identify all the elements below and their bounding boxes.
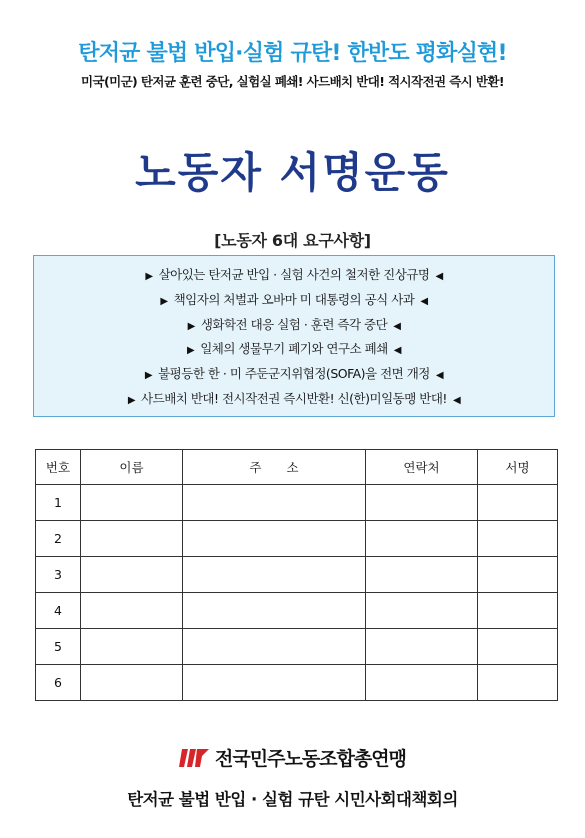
signature-table — [35, 449, 558, 701]
demand-item — [34, 313, 554, 338]
right-arrow-icon: ▶ — [187, 320, 195, 332]
row-number: 2 — [36, 521, 81, 557]
address-cell[interactable] — [183, 485, 366, 521]
demand-text: 생화학전 대응 실험 · 훈련 즉각 중단 — [200, 316, 388, 332]
left-arrow-icon: ◀ — [452, 394, 461, 406]
right-arrow-icon: ▶ — [187, 345, 195, 357]
table-row — [36, 557, 558, 593]
organization-name: 전국민주노동조합총연맹 — [215, 748, 406, 770]
organization-footer — [0, 744, 585, 771]
column-header-signature: 서명 — [478, 450, 558, 485]
left-arrow-icon: ◀ — [420, 295, 428, 307]
demand-text: 불평등한 한 · 미 주둔군지위협정(SOFA)을 전면 개정 — [158, 366, 430, 382]
contact-cell[interactable] — [366, 665, 478, 701]
kctu-logo-icon — [179, 747, 209, 769]
right-arrow-icon: ▶ — [144, 370, 153, 382]
headline: 탄저균 불법 반입·실험 규탄! 한반도 평화실현! — [78, 41, 507, 66]
left-arrow-icon: ◀ — [435, 370, 444, 382]
name-cell[interactable] — [81, 665, 183, 701]
demand-text: 책임자의 처벌과 오바마 미 대통령의 공식 사과 — [173, 291, 415, 307]
demand-item — [34, 387, 554, 412]
left-arrow-icon: ◀ — [393, 345, 401, 357]
signature-cell[interactable] — [478, 629, 558, 665]
name-cell[interactable] — [81, 485, 183, 521]
demand-item — [34, 263, 554, 288]
demand-text: 일체의 생물무기 폐기와 연구소 폐쇄 — [200, 341, 388, 357]
contact-cell[interactable] — [366, 521, 478, 557]
table-row — [36, 485, 558, 521]
contact-cell[interactable] — [366, 485, 478, 521]
signature-cell[interactable] — [478, 557, 558, 593]
contact-cell[interactable] — [366, 593, 478, 629]
column-header-contact: 연락처 — [366, 450, 478, 485]
demands-heading: [노동자 6대 요구사항] — [214, 231, 371, 250]
left-arrow-icon: ◀ — [435, 271, 443, 282]
subline: 미국(미군) 탄저균 훈련 중단, 실험실 폐쇄! 사드배치 반대! 적시작전권 즉시 반환! — [81, 74, 504, 89]
signature-cell[interactable] — [478, 593, 558, 629]
contact-cell[interactable] — [366, 629, 478, 665]
address-cell[interactable] — [183, 557, 366, 593]
contact-cell[interactable] — [366, 557, 478, 593]
demands-box — [33, 255, 555, 417]
demand-item — [34, 362, 554, 387]
demand-text: 살아있는 탄저균 반입 · 실험 사건의 철저한 진상규명 — [158, 267, 430, 282]
signature-cell[interactable] — [478, 665, 558, 701]
address-cell[interactable] — [183, 665, 366, 701]
column-header-number: 번호 — [36, 450, 81, 485]
demand-item — [34, 288, 554, 313]
row-number: 4 — [36, 593, 81, 629]
address-cell[interactable] — [183, 593, 366, 629]
address-cell[interactable] — [183, 521, 366, 557]
table-row — [36, 593, 558, 629]
committee-name: 탄저균 불법 반입 · 실험 규탄 시민사회대책회의 — [127, 790, 458, 809]
name-cell[interactable] — [81, 521, 183, 557]
signature-cell[interactable] — [478, 485, 558, 521]
row-number: 1 — [36, 485, 81, 521]
signature-cell[interactable] — [478, 521, 558, 557]
address-cell[interactable] — [183, 629, 366, 665]
column-header-name: 이름 — [81, 450, 183, 485]
name-cell[interactable] — [81, 557, 183, 593]
name-cell[interactable] — [81, 629, 183, 665]
page-title: 노동자 서명운동 — [135, 148, 450, 197]
table-row — [36, 665, 558, 701]
row-number: 6 — [36, 665, 81, 701]
name-cell[interactable] — [81, 593, 183, 629]
row-number: 3 — [36, 557, 81, 593]
demand-item — [34, 337, 554, 362]
right-arrow-icon: ▶ — [127, 394, 136, 406]
right-arrow-icon: ▶ — [160, 295, 168, 307]
table-row — [36, 629, 558, 665]
right-arrow-icon: ▶ — [145, 271, 153, 282]
row-number: 5 — [36, 629, 81, 665]
table-row — [36, 521, 558, 557]
left-arrow-icon: ◀ — [393, 320, 401, 332]
column-header-address: 주 소 — [183, 450, 366, 485]
demand-text: 사드배치 반대! 전시작전권 즉시반환! 신(한)미일동맹 반대! — [141, 390, 447, 406]
table-header-row — [36, 450, 558, 485]
